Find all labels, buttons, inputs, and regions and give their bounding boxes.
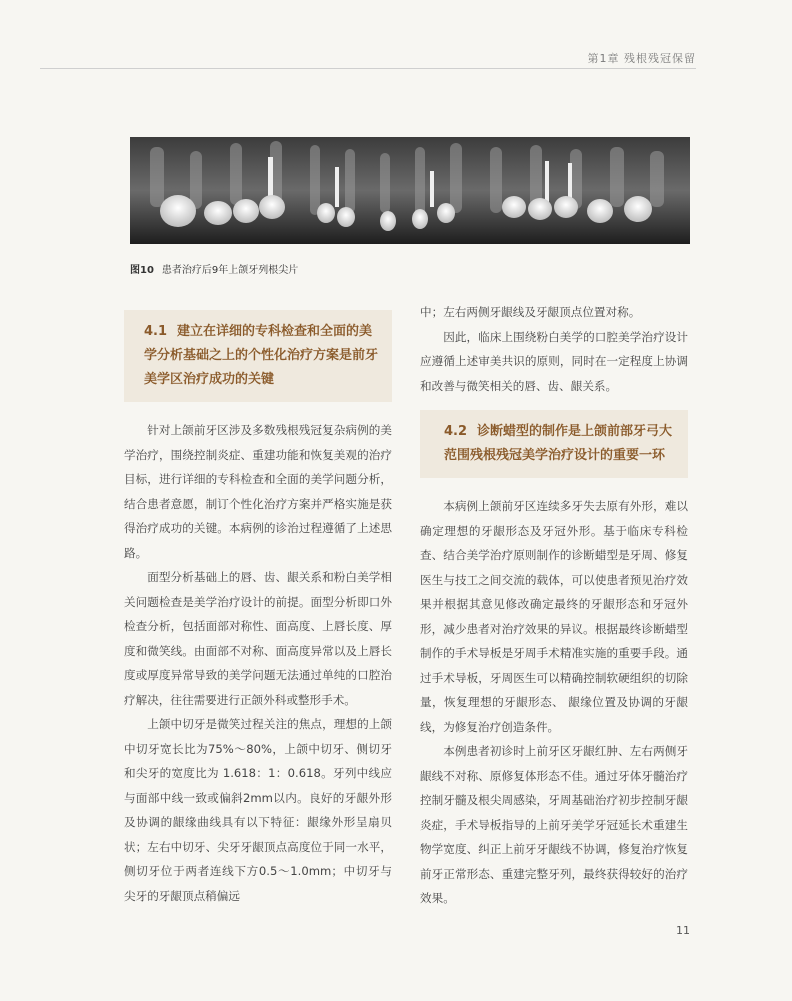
- section-title: 建立在详细的专科检查和全面的美学分析基础之上的个性化治疗方案是前牙美学区治疗成功的关键: [144, 324, 379, 387]
- paragraph: 本病例上颌前牙区连续多牙失去原有外形，难以确定理想的牙龈形态及牙冠外形。基于临床专科检查、结合美学治疗原则制作的诊断蜡型是牙周、修复医生与技工之间交流的载体，可以使患者预见治疗效果并根据其意见修改确定最终的牙龈形态和牙冠外形，减少患者对治疗效果的异议。根据最终诊断蜡型制作的手术导板是牙周手术精准实施的重要手段。通过手术导板，牙周医生可以精确控制软硬组织的切除量，恢复理想的牙龈形态、 龈缘位置及协调的牙龈线，为修复治疗创造条件。: [420, 499, 688, 734]
- paragraph-continuation: 中；左右两侧牙龈线及牙龈顶点位置对称。: [420, 305, 641, 319]
- header-rule: [40, 68, 696, 69]
- section-heading-4-1: [124, 310, 392, 402]
- figure-xray-image: [130, 137, 690, 244]
- paragraph: 针对上颌前牙区涉及多数残根残冠复杂病例的美学治疗，围绕控制炎症、重建功能和恢复美观的治疗目标，进行详细的专科检查和全面的美学问题分析，结合患者意愿，制订个性化治疗方案并严格实施是获得治疗成功的关键。本病例的诊治过程遵循了上述思路。: [124, 423, 392, 560]
- figure-number: 图10: [130, 265, 154, 276]
- figure-caption: [130, 261, 298, 276]
- section-heading-4-2: [420, 410, 688, 478]
- section-title: 诊断蜡型的制作是上颌前部牙弓大范围残根残冠美学治疗设计的重要一环: [444, 424, 673, 463]
- section-number: 4.1: [144, 324, 168, 339]
- section-number: 4.2: [444, 424, 468, 439]
- paragraph: 面型分析基础上的唇、齿、龈关系和粉白美学相关问题检查是美学治疗设计的前提。面型分析即口外检查分析，包括面部对称性、面高度、上唇长度、厚度和微笑线。由面部不对称、面高度异常以及上唇长度或厚度异常导致的美学问题无法通过单纯的口腔治疗解决，往往需要进行正颌外科或整形手术。: [124, 570, 392, 707]
- left-column: [124, 300, 392, 908]
- paragraph: 本例患者初诊时上前牙区牙龈红肿、左右两侧牙龈线不对称、原修复体形态不佳。通过牙体牙髓治疗控制牙髓及根尖周感染，牙周基础治疗初步控制牙龈炎症，手术导板指导的上前牙美学牙冠延长术重建生物学宽度、纠正上前牙牙龈线不协调，修复治疗恢复前牙正常形态、重建完整牙列，最终获得较好的治疗效果。: [420, 744, 688, 905]
- page-number: 11: [676, 924, 690, 937]
- paragraph: 上颌中切牙是微笑过程关注的焦点，理想的上颌中切牙宽长比为75%～80%，上颌中切牙、侧切牙和尖牙的宽度比为 1.618：1：0.618。牙列中线应与面部中线一致或偏斜2mm以内。良好的牙龈外形及协调的龈缘曲线具有以下特征：龈缘外形呈扇贝状；左右中切牙、尖牙牙龈顶点高度位于同一水平，侧切牙位于两者连线下方0.5～1.0mm；中切牙与尖牙的牙龈顶点稍偏远: [124, 717, 392, 903]
- paragraph: 因此，临床上围绕粉白美学的口腔美学治疗设计应遵循上述审美共识的原则，同时在一定程度上协调和改善与微笑相关的唇、齿、龈关系。: [420, 329, 688, 393]
- running-header: 第1章 残根残冠保留: [587, 52, 696, 65]
- figure-caption-text: 患者治疗后9年上颌牙列根尖片: [161, 265, 299, 276]
- xray-graphic: [130, 137, 690, 244]
- right-column: [420, 300, 688, 911]
